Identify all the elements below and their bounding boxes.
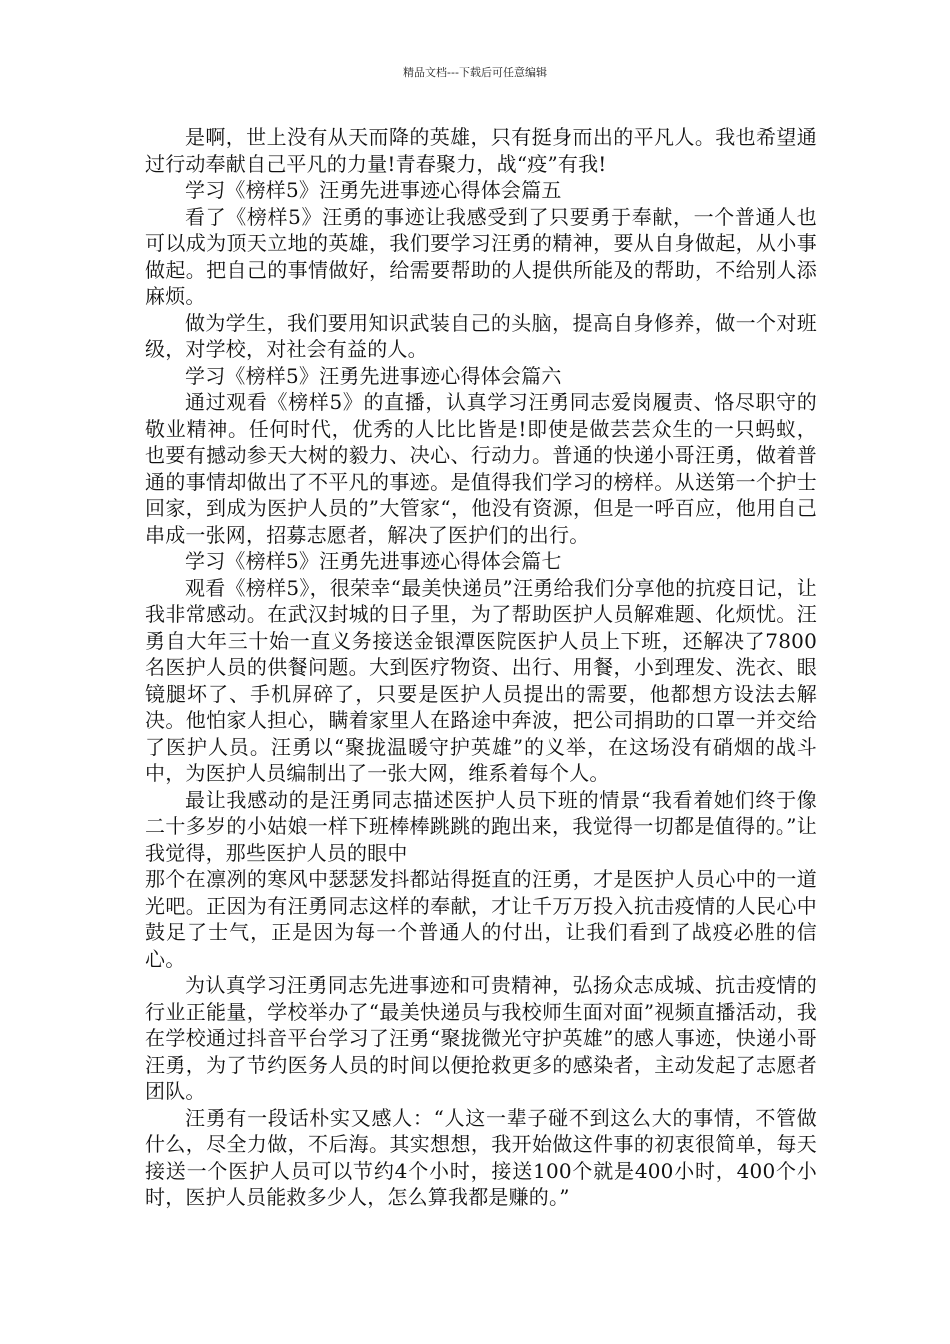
section-heading: 学习《榜样5》汪勇先进事迹心得体会篇七 (185, 549, 562, 573)
paragraph: 是啊，世上没有从天而降的英雄，只有挺身而出的平凡人。我也希望通过行动奉献自己平凡的力量!青春聚力，战“疫”有我! (145, 125, 817, 176)
paragraph: 汪勇有一段话朴实又感人：“人这一辈子碰不到这么大的事情，不管做什么，尽全力做，不后海。其实想想，我开始做这件事的初衷很简单，每天接送一个医护人员可以节约4个小时，接送100个就是400小时，400个小时，医护人员能救多少人，怎么算我都是赚的。” (145, 1105, 817, 1209)
paragraph: 看了《榜样5》汪勇的事迹让我感受到了只要勇于奉献，一个普通人也可以成为顶天立地的英雄，我们要学习汪勇的精神，要从自身做起，从小事做起。把自己的事情做好，给需要帮助的人提供所能及的帮助，不给别人添麻烦。 (145, 204, 817, 308)
document-body (145, 124, 817, 1211)
paragraph: 观看《榜样5》，很荣幸“最美快递员”汪勇给我们分享他的抗疫日记，让我非常感动。在武汉封城的日子里，为了帮助医护人员解难题、化烦忧。汪勇自大年三十始一直义务接送金银潭医院医护人员上下班，还解决了7800名医护人员的供餐问题。大到医疗物资、出行、用餐，小到理发、洗衣、眼镜腿坏了、手机屏碎了，只要是医护人员提出的需要，他都想方设法去解决。他怕家人担心，瞒着家里人在路途中奔波，把公司捐助的口罩一并交给了医护人员。汪勇以“聚拢温暖守护英雄”的义举，在这场没有硝烟的战斗中，为医护人员编制出了一张大网，维系着每个人。 (145, 575, 817, 785)
paragraph: 做为学生，我们要用知识武装自己的头脑，提高自身修养，做一个对班级，对学校，对社会有益的人。 (145, 310, 817, 361)
paragraph: 最让我感动的是汪勇同志描述医护人员下班的情景“我看着她们终于像二十多岁的小姑娘一样下班棒棒跳跳的跑出来，我觉得一切都是值得的。”让我觉得，那些医护人员的眼中 (145, 787, 817, 865)
paragraph: 为认真学习汪勇同志先进事迹和可贵精神，弘扬众志成城、抗击疫情的行业正能量，学校举办了“最美快递员与我校师生面对面”视频直播活动，我在学校通过抖音平台学习了汪勇“聚拢微光守护英雄”的感人事迹，快递小哥汪勇，为了节约医务人员的时间以便抢救更多的感染者，主动发起了志愿者团队。 (145, 973, 817, 1103)
section-heading: 学习《榜样5》汪勇先进事迹心得体会篇六 (185, 363, 562, 388)
section-heading: 学习《榜样5》汪勇先进事迹心得体会篇五 (185, 178, 562, 202)
paragraph-continuation: 那个在凛冽的寒风中瑟瑟发抖都站得挺直的汪勇，才是医护人员心中的一道光吧。正因为有汪勇同志这样的奉献，才让千万万投入抗击疫情的人民心中鼓足了士气，正是因为每一个普通人的付出，让我们看到了战疫必胜的信心。 (145, 867, 817, 971)
page-header: 精品文档---下载后可任意编辑 (403, 66, 547, 79)
paragraph: 通过观看《榜样5》的直播，认真学习汪勇同志爱岗履责、恪尽职守的敬业精神。任何时代，优秀的人比比皆是!即使是做芸芸众生的一只蚂蚁，也要有撼动参天大树的毅力、决心、行动力。普通的快递小哥汪勇，做着普通的事情却做出了不平凡的事迹。是值得我们学习的榜样。从送第一个护士回家，到成为医护人员的”大管家“，他没有资源，但是一呼百应，他用自己串成一张网，招募志愿者，解决了医护们的出行。 (145, 390, 817, 547)
